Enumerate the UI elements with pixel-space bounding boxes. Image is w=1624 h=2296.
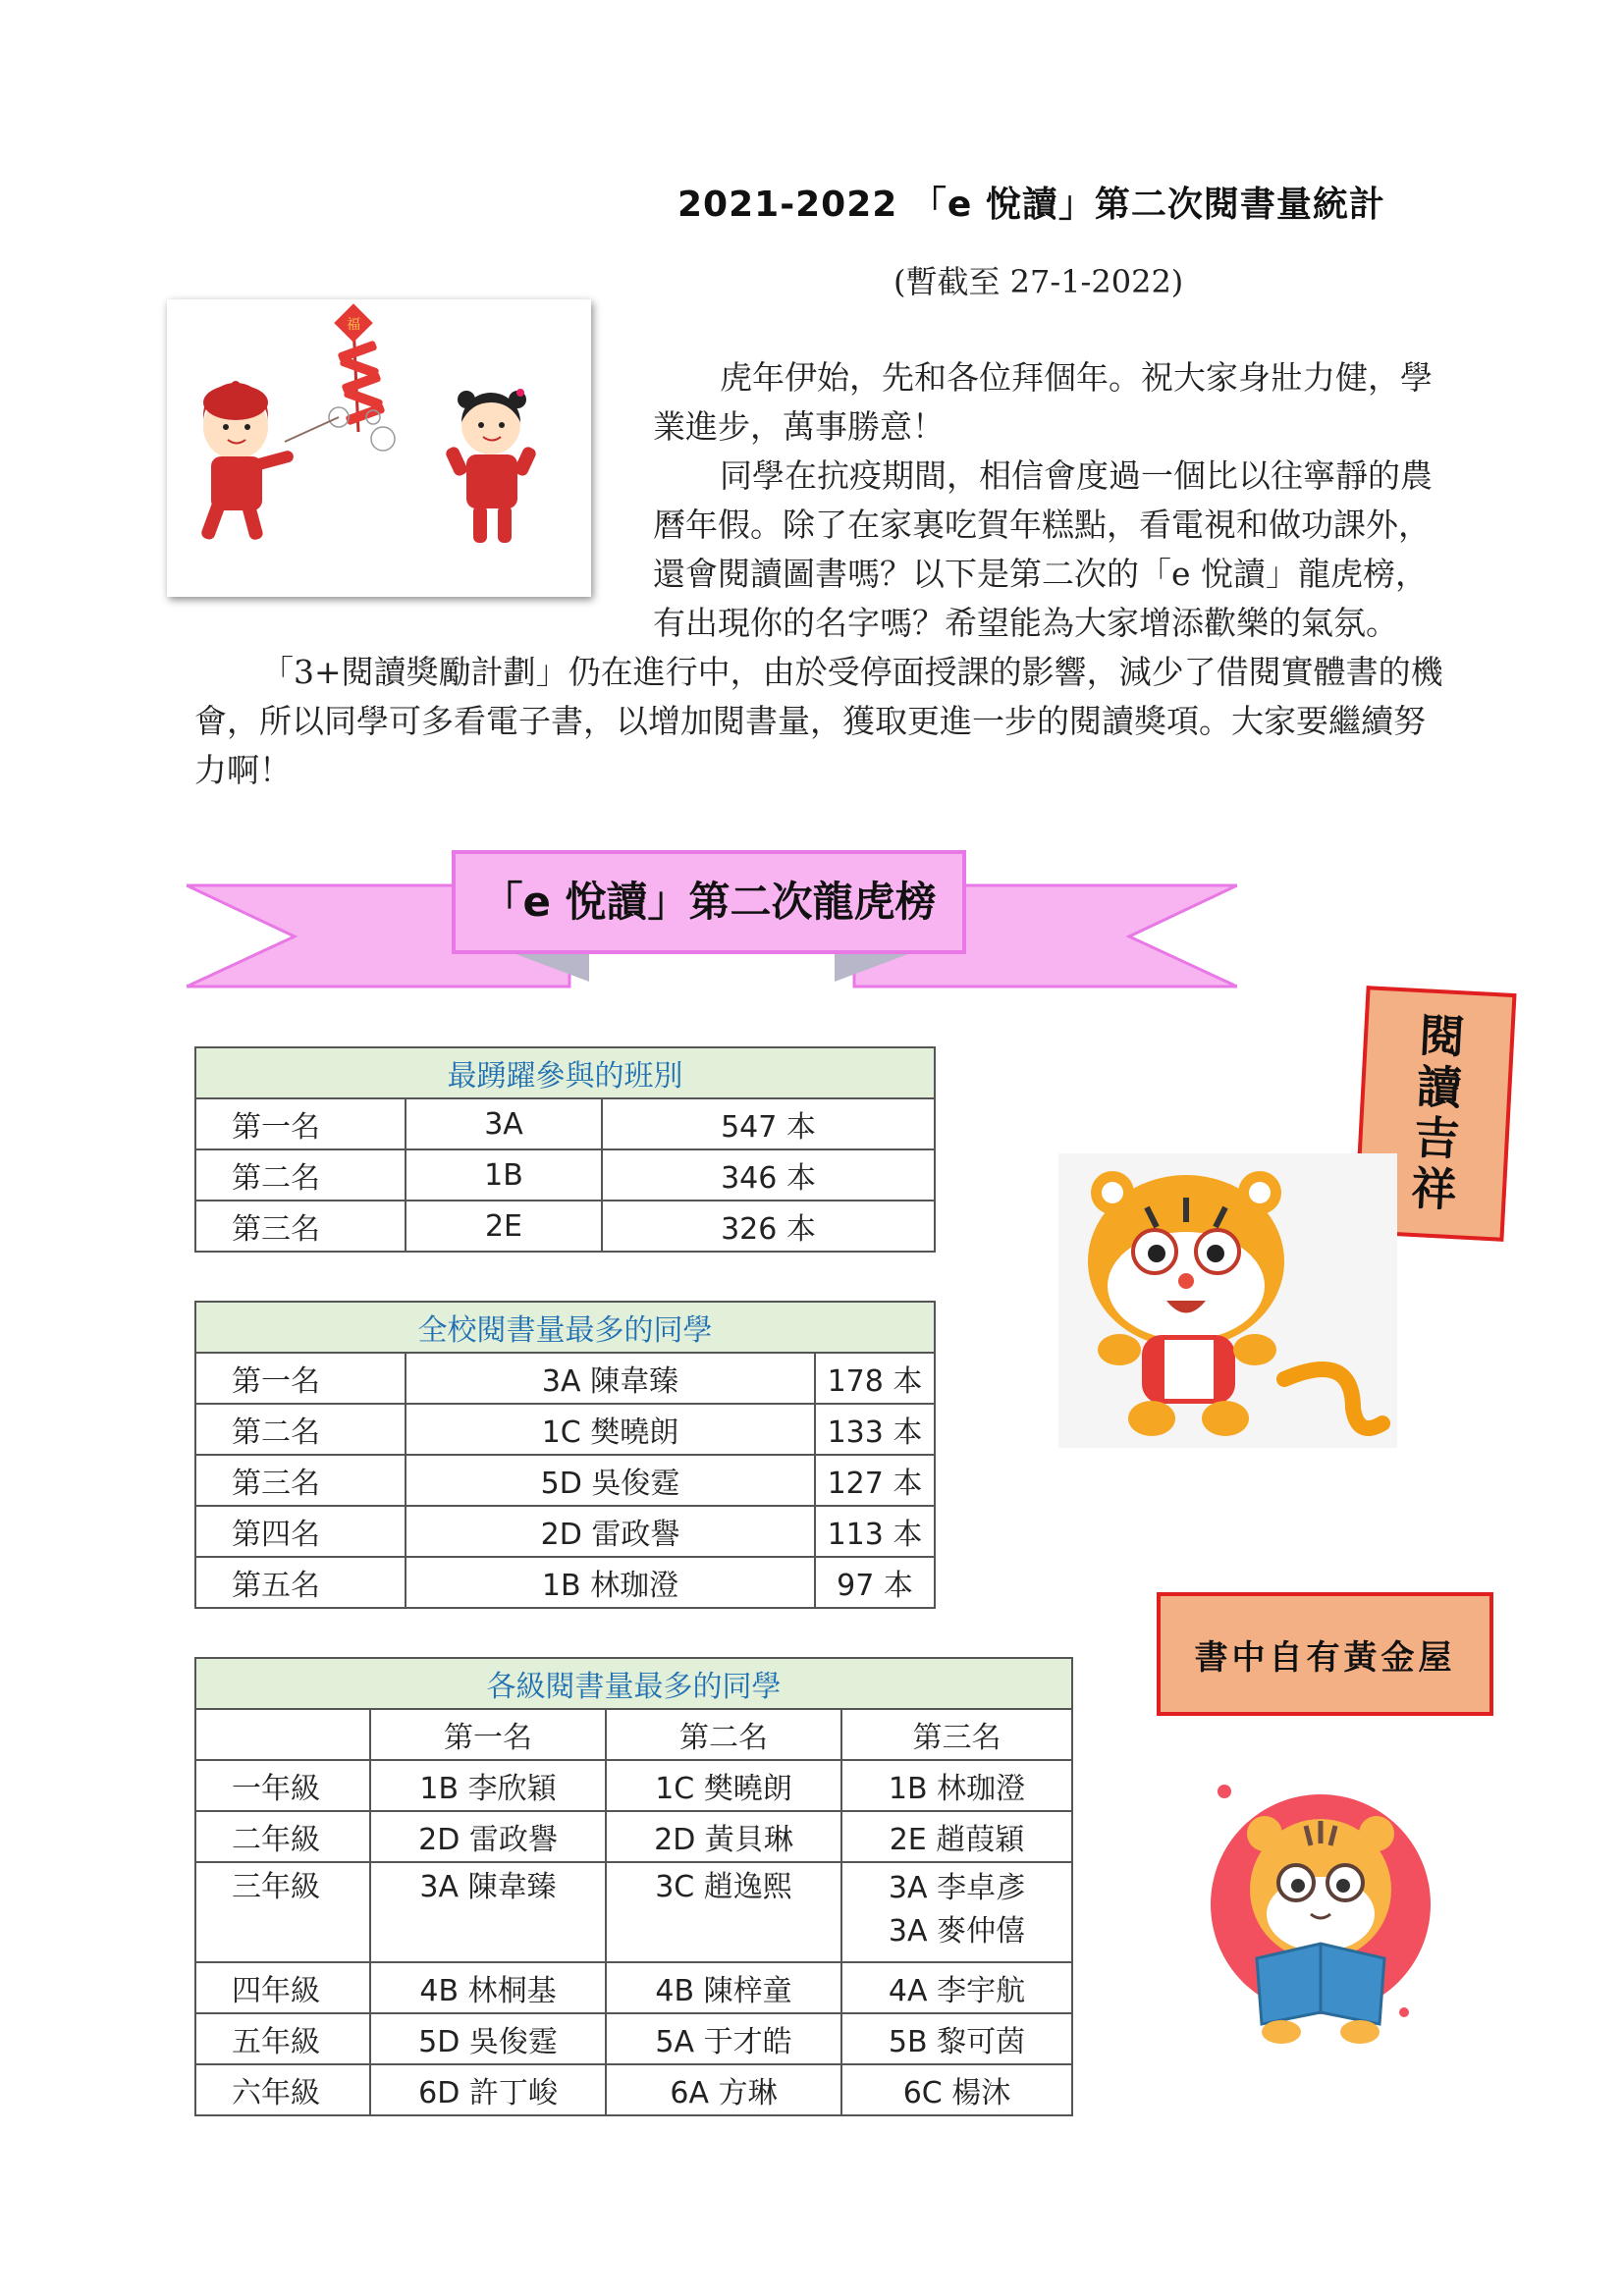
count-cell: 346 本 bbox=[602, 1149, 935, 1201]
second-cell: 1C 樊曉朗 bbox=[606, 1760, 841, 1811]
rank-cell: 第二名 bbox=[195, 1404, 406, 1455]
student-cell: 2D 雷政譽 bbox=[406, 1506, 815, 1557]
empty-header-cell bbox=[195, 1709, 370, 1760]
count-cell: 133 本 bbox=[815, 1404, 935, 1455]
class-cell: 1B bbox=[406, 1149, 602, 1201]
table-header: 各級閱書量最多的同學 bbox=[195, 1658, 1072, 1709]
golden-house-sign: 書中自有黃金屋 bbox=[1157, 1592, 1493, 1716]
student-cell: 3A 陳韋臻 bbox=[406, 1353, 815, 1404]
intro-paragraph-holiday: 同學在抗疫期間，相信會度過一個比以往寧靜的農曆年假。除了在家裏吃賀年糕點，看電視和做功課外，還會閱讀圖書嗎？以下是第二次的「e 悅讀」龍虎榜，有出現你的名字嗎？希望能為大家增添歡樂的氣氛。 bbox=[653, 456, 1433, 642]
count-cell: 326 本 bbox=[602, 1201, 935, 1252]
count-cell: 547 本 bbox=[602, 1098, 935, 1149]
third-cell: 2E 趙葭穎 bbox=[841, 1811, 1072, 1862]
reading-tiger-illustration bbox=[1203, 1767, 1438, 2052]
rank-cell: 第三名 bbox=[195, 1455, 406, 1506]
level-cell: 五年級 bbox=[195, 2013, 370, 2064]
table-row bbox=[195, 1962, 1072, 2013]
second-cell: 6A 方琳 bbox=[606, 2064, 841, 2115]
third-cell bbox=[841, 1862, 1072, 1962]
banner-title: 「e 悅讀」第二次龍虎榜 bbox=[481, 878, 937, 926]
first-cell: 6D 許丁峻 bbox=[370, 2064, 606, 2115]
sign-text: 閱讀吉祥 bbox=[1403, 1010, 1467, 1217]
second-cell: 4B 陳梓童 bbox=[606, 1962, 841, 2013]
first-cell: 3A 陳韋臻 bbox=[370, 1862, 606, 1962]
top-students-table bbox=[194, 1301, 936, 1609]
top-classes-table bbox=[194, 1046, 936, 1253]
table-row bbox=[195, 1098, 935, 1149]
page-subtitle: (暫截至 27-1-2022) bbox=[893, 263, 1184, 300]
first-cell: 1B 李欣穎 bbox=[370, 1760, 606, 1811]
svg-text:福: 福 bbox=[347, 317, 360, 333]
table-row bbox=[195, 1760, 1072, 1811]
second-cell: 3C 趙逸熙 bbox=[606, 1862, 841, 1962]
table-row bbox=[195, 1404, 935, 1455]
student-cell: 5D 吳俊霆 bbox=[406, 1455, 815, 1506]
rank-cell: 第一名 bbox=[195, 1098, 406, 1149]
third-cell-line: 3A 麥仲僖 bbox=[888, 1914, 1026, 1949]
student-cell: 1B 林珈澄 bbox=[406, 1557, 815, 1608]
rank-cell: 第三名 bbox=[195, 1201, 406, 1252]
class-cell: 3A bbox=[406, 1098, 602, 1149]
first-cell: 4B 林桐基 bbox=[370, 1962, 606, 2013]
top-students-by-level-table bbox=[194, 1657, 1073, 2116]
level-cell: 一年級 bbox=[195, 1760, 370, 1811]
count-cell: 97 本 bbox=[815, 1557, 935, 1608]
level-cell: 三年級 bbox=[195, 1862, 370, 1962]
second-cell: 2D 黃貝琳 bbox=[606, 1811, 841, 1862]
table-row bbox=[195, 2064, 1072, 2115]
level-cell: 六年級 bbox=[195, 2064, 370, 2115]
table-row bbox=[195, 2013, 1072, 2064]
third-cell: 1B 林珈澄 bbox=[841, 1760, 1072, 1811]
table-row bbox=[195, 1353, 935, 1404]
rank-cell: 第五名 bbox=[195, 1557, 406, 1608]
rank-cell: 第二名 bbox=[195, 1149, 406, 1201]
table-row bbox=[195, 1455, 935, 1506]
count-cell: 113 本 bbox=[815, 1506, 935, 1557]
column-header: 第三名 bbox=[841, 1709, 1072, 1760]
level-cell: 四年級 bbox=[195, 1962, 370, 2013]
tiger-mascot-illustration bbox=[1058, 1153, 1397, 1448]
intro-paragraph-reading-scheme: 「3+閱讀獎勵計劃」仍在進行中，由於受停面授課的影響，減少了借閱實體書的機會，所以同學可多看電子書，以增加閱書量，獲取更進一步的閱讀獎項。大家要繼續努力啊！ bbox=[194, 653, 1443, 789]
third-cell-line: 3A 李卓彥 bbox=[888, 1871, 1026, 1905]
rank-cell: 第一名 bbox=[195, 1353, 406, 1404]
third-cell: 5B 黎可茵 bbox=[841, 2013, 1072, 2064]
count-cell: 178 本 bbox=[815, 1353, 935, 1404]
second-cell: 5A 于才皓 bbox=[606, 2013, 841, 2064]
third-cell: 6C 楊沐 bbox=[841, 2064, 1072, 2115]
class-cell: 2E bbox=[406, 1201, 602, 1252]
column-header: 第一名 bbox=[370, 1709, 606, 1760]
column-header: 第二名 bbox=[606, 1709, 841, 1760]
table-row bbox=[195, 1149, 935, 1201]
rank-cell: 第四名 bbox=[195, 1506, 406, 1557]
table-row bbox=[195, 1201, 935, 1252]
table-row bbox=[195, 1557, 935, 1608]
first-cell: 2D 雷政譽 bbox=[370, 1811, 606, 1862]
table-row bbox=[195, 1862, 1072, 1962]
new-year-kids-illustration bbox=[167, 299, 591, 597]
first-cell: 5D 吳俊霆 bbox=[370, 2013, 606, 2064]
table-header: 全校閱書量最多的同學 bbox=[195, 1302, 935, 1353]
table-column-headers bbox=[195, 1709, 1072, 1760]
table-header: 最踴躍參與的班別 bbox=[195, 1047, 935, 1098]
page-title: 2021-2022 「e 悅讀」第二次閱書量統計 bbox=[677, 185, 1385, 225]
table-row bbox=[195, 1811, 1072, 1862]
intro-paragraph-greeting: 虎年伊始，先和各位拜個年。祝大家身壯力健，學業進步，萬事勝意！ bbox=[653, 358, 1433, 446]
student-cell: 1C 樊曉朗 bbox=[406, 1404, 815, 1455]
count-cell: 127 本 bbox=[815, 1455, 935, 1506]
table-row bbox=[195, 1506, 935, 1557]
level-cell: 二年級 bbox=[195, 1811, 370, 1862]
third-cell: 4A 李宇航 bbox=[841, 1962, 1072, 2013]
